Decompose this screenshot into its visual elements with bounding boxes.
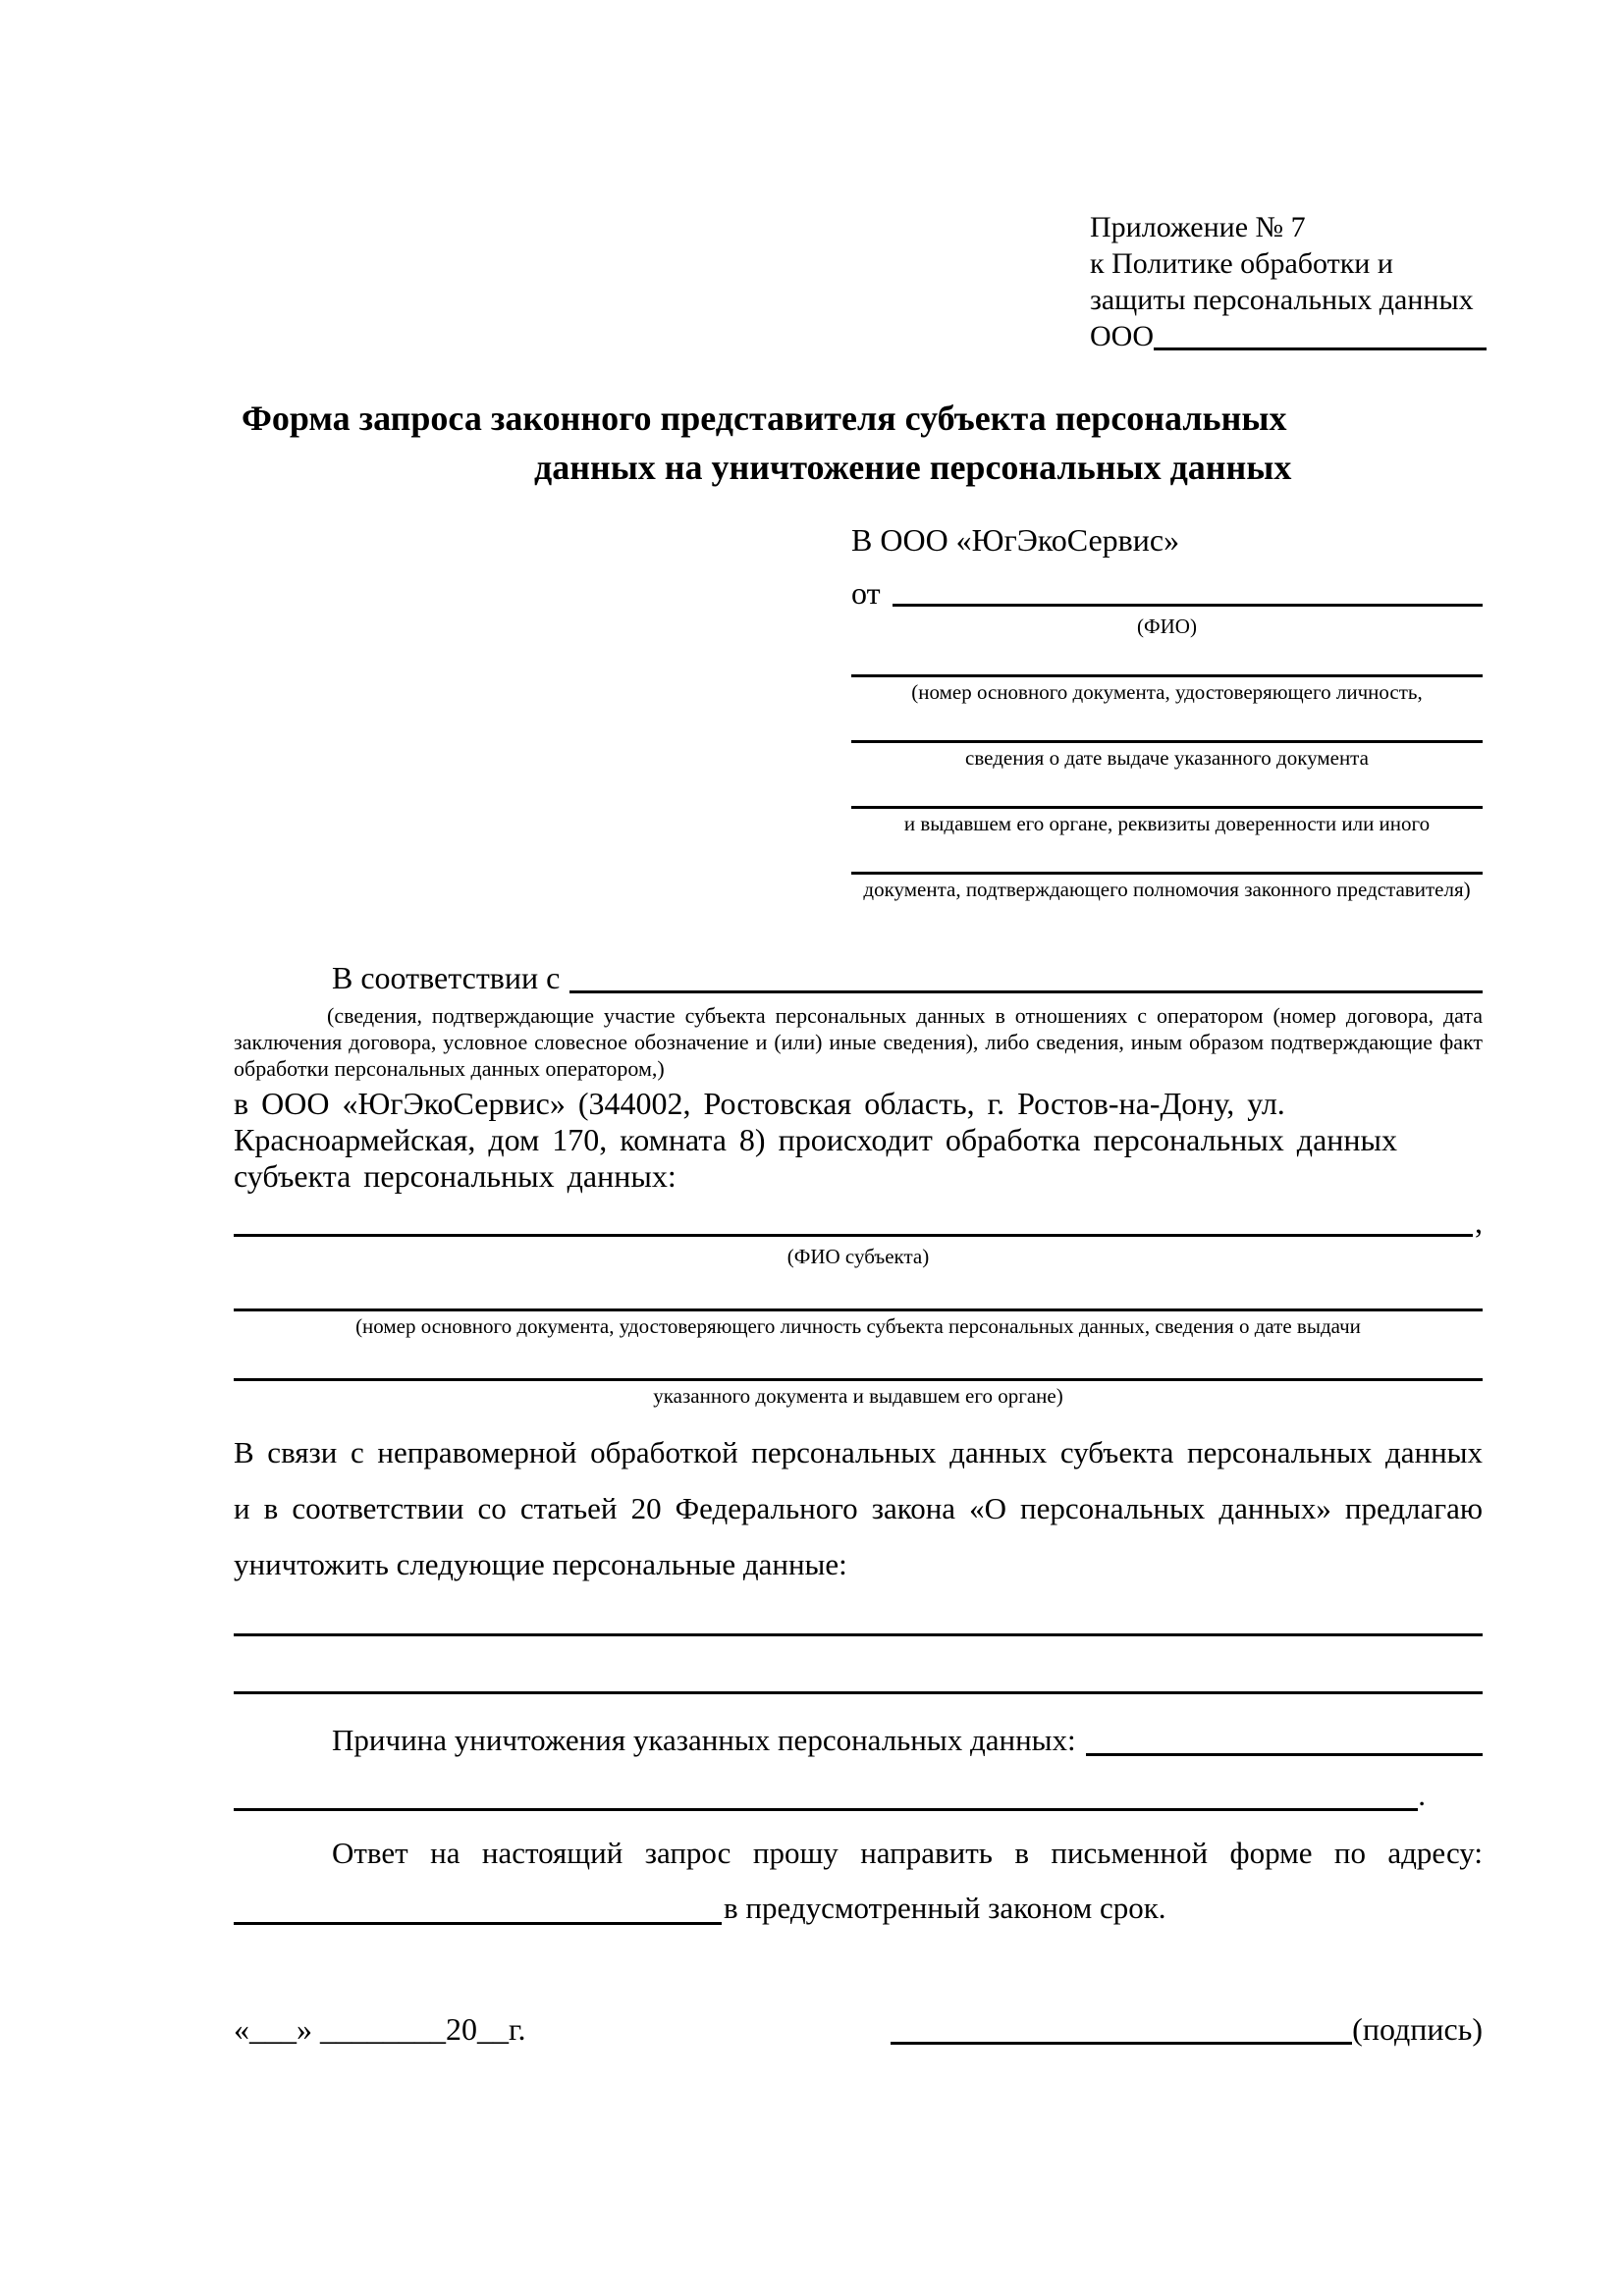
appendix-header [1090,209,1487,354]
appendix-number: Приложение № 7 [1090,211,1306,243]
response-suffix: в предусмотренный законом срок. [724,1891,1166,1925]
operator-info-line-1: в ООО «ЮгЭкоСервис» (344002, Ростовская область, г. Ростов-на-Дону, ул. [234,1086,1285,1121]
date-blank-field: «___» ________20__г. [234,2011,526,2047]
subject-doc-caption-1: (номер основного документа, удостоверяющего личность субъекта персональных данных, сведения о дате выдачи [355,1314,1361,1338]
accordance-intro-label: В соответствии с [332,960,561,995]
form-title-line-2: данных на уничтожение персональных данных [534,448,1292,487]
signature-block [891,2008,1483,2050]
subject-name-blank-field [234,1202,1473,1237]
personal-data-blank-field-2 [234,1691,1483,1694]
subject-doc-blank-field-1 [234,1308,1483,1311]
representative-doc-caption-4: документа, подтверждающего полномочия законного представителя) [863,878,1471,901]
accordance-note-line-3: обработки персональных данных оператором,) [234,1056,665,1081]
appendix-policy-line-2: защиты персональных данных [1090,284,1474,316]
representative-doc-blank-field-2 [851,740,1483,743]
destruction-request-line-3: уничтожить следующие персональные данные: [234,1547,847,1581]
representative-doc-blank-field-1 [851,674,1483,677]
operator-info-paragraph [234,1086,1483,1195]
response-address-blank-field [234,1887,722,1925]
response-line-1: Ответ на настоящий запрос прошу направить в письменной форме по адресу: [332,1836,1483,1870]
representative-doc-caption-2: сведения о дате выдаче указанного документа [965,746,1369,770]
reason-row [234,1720,1483,1761]
response-address-row [234,1887,1483,1930]
accordance-basis-blank-field [569,957,1483,993]
accordance-row [234,957,1483,998]
form-title-line-1: Форма запроса законного представителя субъекта персональных [242,399,1287,438]
accordance-section [234,957,1483,1195]
accordance-note [234,1002,1483,1082]
destruction-request-paragraph [234,1424,1483,1592]
subject-fio-caption: (ФИО субъекта) [786,1245,930,1268]
destruction-request-line-2: и в соответствии со статьей 20 Федерального закона «О персональных данных» предлагаю [234,1491,1483,1525]
reason-blank-field [1086,1720,1483,1756]
response-section [234,1832,1483,1930]
representative-doc-caption-1: (номер основного документа, удостоверяющего личность, [911,680,1423,704]
representative-name-blank-field [893,574,1483,607]
signature-blank-field [891,2008,1352,2045]
reason-continuation-row [234,1775,1483,1816]
subject-fields [234,1202,1483,1409]
subject-doc-blank-field-2 [234,1378,1483,1381]
representative-doc-blank-field-3 [851,806,1483,809]
org-name-blank-field [1154,318,1487,350]
subject-name-row [234,1202,1483,1242]
org-abbreviation: ООО [1090,320,1154,352]
reason-label: Причина уничтожения указанных персональных данных: [332,1723,1076,1757]
org-name-line [1090,318,1487,354]
operator-info-line-2: Красноармейская, дом 170, комната 8) происходит обработка персональных данных [234,1122,1398,1157]
destruction-request-line-1: В связи с неправомерной обработкой персональных данных субъекта персональных данных [234,1435,1483,1469]
representative-doc-caption-3: и выдавшем его органе, реквизиты доверенности или иного [903,812,1431,835]
operator-info-line-3: субъекта персональных данных: [234,1158,677,1194]
footer-row [234,2008,1483,2050]
signature-caption: (подпись) [1352,2011,1483,2047]
accordance-note-line-2: заключения договора, условное словесное обозначение и (или) иные сведения), либо сведения, иным образом подтверждающие факт [234,1030,1483,1054]
personal-data-blank-field-1 [234,1633,1483,1636]
reason-blank-field-continued [234,1775,1418,1811]
reason-period: . [1418,1778,1426,1812]
representative-doc-blank-field-4 [851,872,1483,875]
addressee-block [851,521,1483,902]
subject-name-comma: , [1475,1204,1483,1240]
subject-doc-caption-2: указанного документа и выдавшем его органе) [653,1384,1063,1408]
from-label: от [851,575,881,611]
from-row [851,574,1483,612]
accordance-note-line-1: (сведения, подтверждающие участие субъекта персональных данных в отношениях с оператором (номер договора, дата [327,1003,1483,1028]
appendix-policy-line-1: к Политике обработки и [1090,247,1393,280]
fio-caption: (ФИО) [1137,614,1197,638]
form-title [234,394,1483,492]
addressee-to: В ООО «ЮгЭкоСервис» [851,522,1180,558]
